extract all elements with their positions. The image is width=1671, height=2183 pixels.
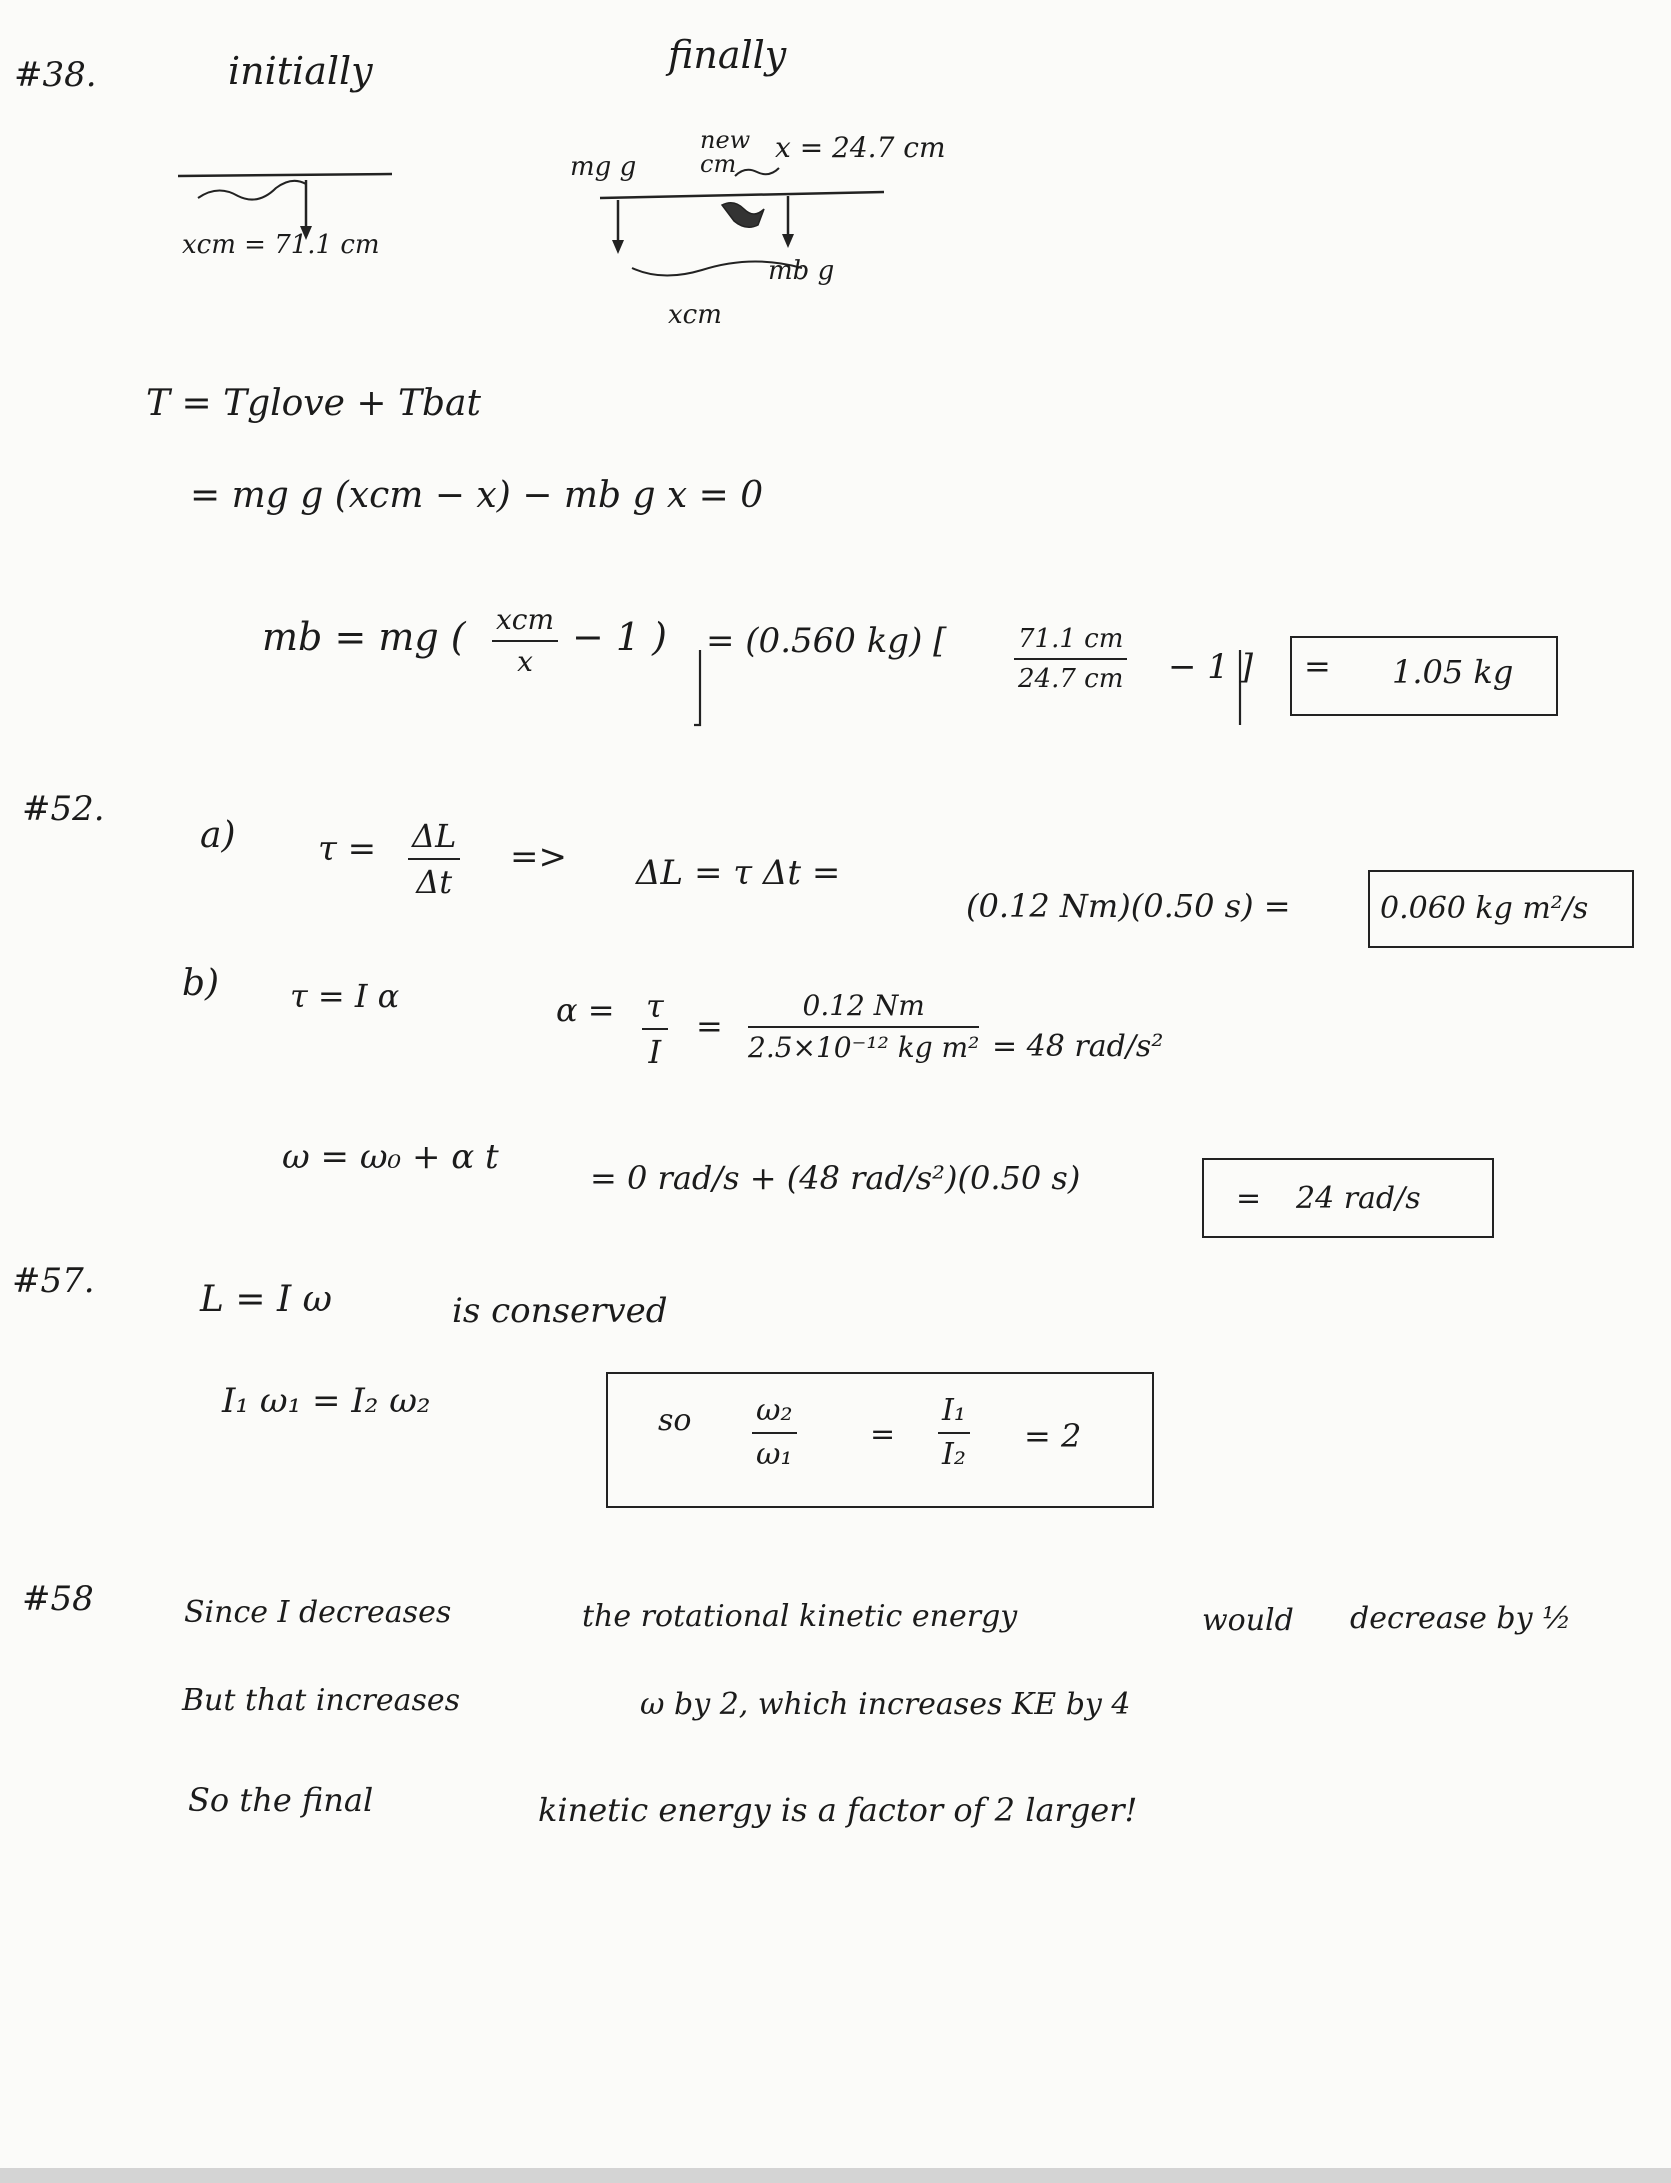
mb-substitution-tail: − 1 ]: [1168, 647, 1253, 687]
problem-57-label: #57.: [12, 1261, 95, 1301]
xcm-span-label: xcm: [668, 300, 722, 330]
scan-edge: [0, 2168, 1671, 2183]
length-ratio-fraction: [1014, 626, 1127, 692]
mb-substitution: = (0.560 kg) [: [706, 621, 947, 661]
x-value-label: x = 24.7 cm: [775, 131, 946, 164]
line2-part-a: But that increases: [182, 1683, 461, 1718]
fraction-numerator: 71.1 cm: [1014, 626, 1127, 660]
fraction-denominator: x: [517, 645, 533, 678]
delta-l-over-delta-t: [408, 817, 460, 901]
line3-part-a: So the final: [188, 1781, 374, 1819]
line3-part-b: kinetic energy is a factor of 2 larger!: [538, 1791, 1138, 1829]
answer-equals: =: [1236, 1181, 1262, 1216]
part-a-label: a): [200, 815, 236, 856]
tau-over-i-fraction: [642, 987, 668, 1071]
fraction-numerator: xcm: [492, 606, 558, 642]
conservation-equation: I₁ ω₁ = I₂ ω₂: [222, 1381, 431, 1421]
fraction-numerator: 0.12 Nm: [748, 992, 979, 1028]
implies-arrow: =>: [510, 837, 567, 877]
torque-sum-equation: T = Tglove + Tbat: [146, 383, 481, 424]
omega-ratio-fraction: [752, 1393, 797, 1472]
line1-part-d: decrease by ½: [1350, 1601, 1572, 1636]
omega-equation: ω = ω₀ + α t: [282, 1137, 499, 1177]
torque-expansion-equation: = mg g (xcm − x) − mb g x = 0: [190, 475, 764, 516]
line1-part-c: would: [1202, 1603, 1294, 1638]
alpha-equals: =: [696, 1007, 723, 1045]
finally-heading: finally: [668, 33, 787, 77]
mb-g-label: mb g: [768, 256, 835, 286]
angular-momentum-calc: (0.12 Nm)(0.50 s) =: [966, 887, 1291, 925]
answer-equals: =: [1304, 647, 1331, 685]
problem-58-label: #58: [22, 1579, 94, 1619]
mb-equation-right: − 1 ): [572, 615, 667, 659]
mb-equation-left: mb = mg (: [262, 615, 466, 659]
part-b-label: b): [182, 963, 220, 1004]
mg-g-label: mg g: [570, 152, 637, 182]
xcm-initial-label: xcm = 71.1 cm: [182, 230, 380, 260]
fraction-numerator: ω₂: [752, 1396, 797, 1434]
answer-38: 1.05 kg: [1392, 653, 1514, 691]
fraction-denominator: 24.7 cm: [1018, 664, 1124, 694]
so-text: so: [658, 1403, 692, 1438]
answer-52a: 0.060 kg m²/s: [1380, 891, 1589, 926]
line1-part-b: the rotational kinetic energy: [582, 1599, 1018, 1634]
fraction-denominator: I₂: [942, 1437, 966, 1472]
torque-symbol: τ =: [318, 829, 377, 869]
line1-part-a: Since I decreases: [184, 1595, 452, 1630]
xcm-over-x-fraction: [492, 603, 558, 678]
ratio-equals: =: [870, 1417, 896, 1452]
alpha-symbol: α =: [556, 991, 615, 1029]
inertia-ratio-fraction: [938, 1393, 970, 1472]
torque-inertia-equation: τ = I α: [290, 977, 400, 1015]
fraction-denominator: Δt: [416, 863, 453, 901]
ratio-result: = 2: [1024, 1417, 1082, 1455]
angular-momentum-definition: L = I ω: [200, 1279, 332, 1320]
delta-l-equation: ΔL = τ Δt =: [636, 853, 841, 893]
initially-heading: initially: [228, 49, 373, 93]
is-conserved-text: is conserved: [452, 1291, 668, 1331]
new-cm-label: new cm: [700, 126, 751, 178]
fraction-denominator: I: [648, 1033, 662, 1071]
fraction-numerator: I₁: [938, 1396, 970, 1434]
alpha-value-fraction: [748, 989, 980, 1064]
problem-38-label: #38.: [14, 55, 97, 95]
problem-52-label: #52.: [22, 789, 105, 829]
line2-part-b: ω by 2, which increases KE by 4: [640, 1687, 1131, 1722]
omega-calculation: = 0 rad/s + (48 rad/s²)(0.50 s): [590, 1159, 1081, 1197]
alpha-result: = 48 rad/s²: [992, 1029, 1164, 1064]
fraction-denominator: 2.5×10⁻¹² kg m²: [748, 1031, 980, 1064]
fraction-denominator: ω₁: [756, 1437, 793, 1472]
fraction-numerator: τ: [642, 990, 668, 1030]
answer-52b: 24 rad/s: [1296, 1181, 1421, 1216]
fraction-numerator: ΔL: [408, 820, 460, 860]
